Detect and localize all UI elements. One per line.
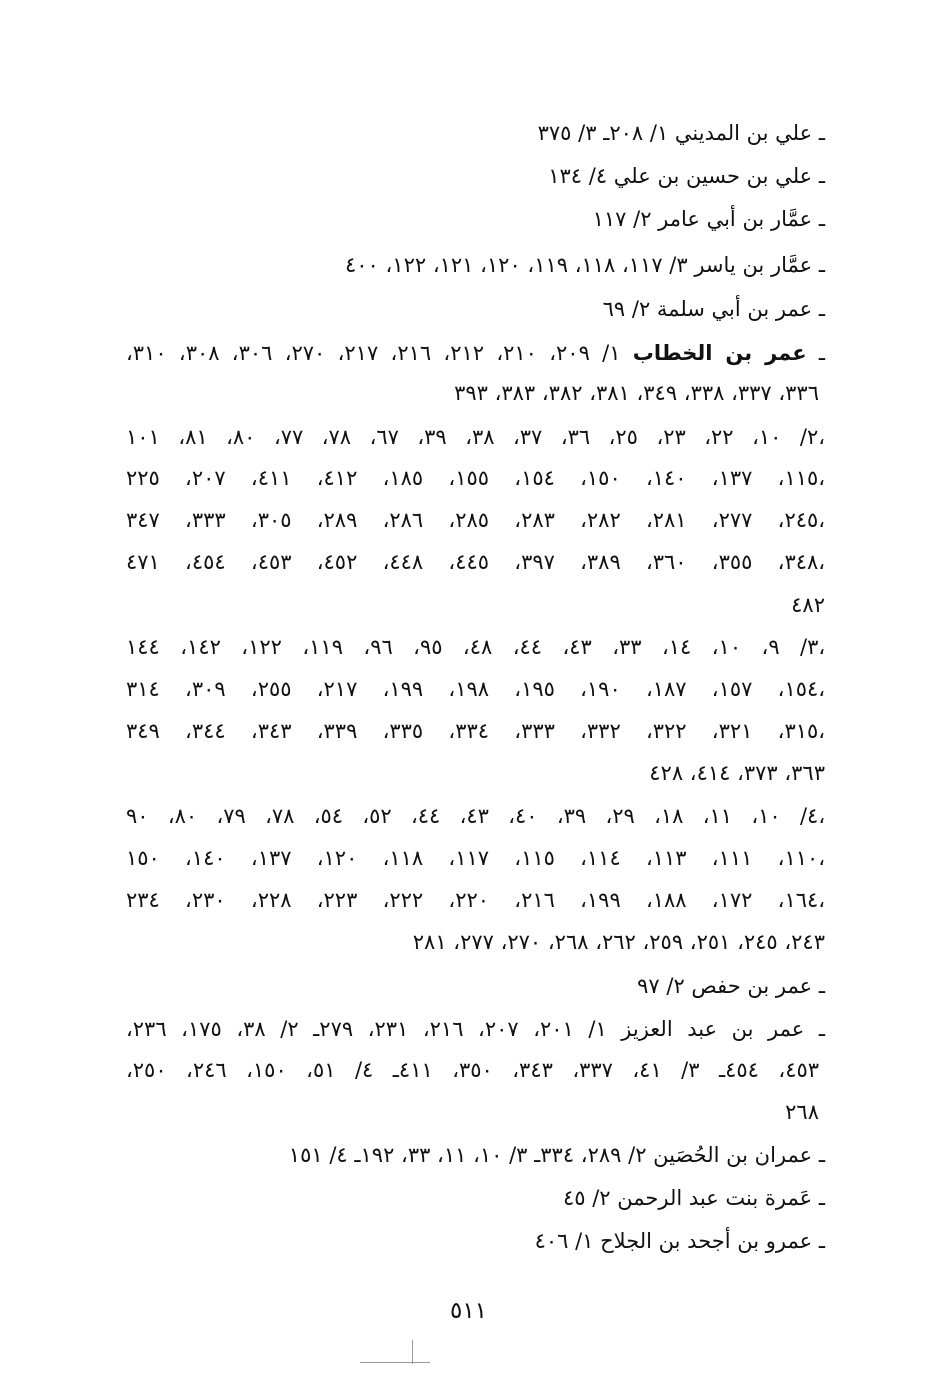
index-continuation: ٣٦٣، ٣٧٣، ٤١٤، ٤٢٨ xyxy=(649,761,825,785)
entry-refs: ١/ ٢٠٩، ٢١٠، ٢١٢، ٢١٦، ٢١٧، ٢٧٠، ٣٠٦، ٣٠٨، ٣١٠، xyxy=(126,341,621,365)
index-entry: ـ علي بن حسين بن علي ٤/ ١٣٤ xyxy=(548,164,825,188)
index-continuation: ٣/ ٩، ١٠، ١٤، ٣٣، ٤٣، ٤٤، ٤٨، ٩٥، ٩٦، ١١٩، ١٢٢، ١٤٢، ١٤٤، xyxy=(126,635,826,659)
index-entry: ـ عمَّار بن ياسر ٣/ ١١٧، ١١٨، ١١٩، ١٢٠، ١٢١، ١٢٢، ٤٠٠ xyxy=(345,253,825,277)
index-entry: ـ عمر بن حفص ٢/ ٩٧ xyxy=(637,974,825,998)
index-continuation: ٤٨٢ xyxy=(791,593,825,617)
entry-name-bold: عمر بن الخطاب xyxy=(632,341,807,365)
index-entry: ـ عمران بن الحُصَين ٢/ ٢٨٩، ٣٣٤ـ ٣/ ١٠، ١١، ٣٣، ١٩٢ـ ٤/ ١٥١ xyxy=(288,1143,825,1167)
index-continuation: ٢/ ١٠، ٢٢، ٢٣، ٢٥، ٣٦، ٣٧، ٣٨، ٣٩، ٦٧، ٧٨، ٧٧، ٨٠، ٨١، ١٠١، xyxy=(126,425,826,449)
index-continuation: ٣٤٨، ٣٥٥، ٣٦٠، ٣٨٩، ٣٩٧، ٤٤٥، ٤٤٨، ٤٥٢، ٤٥٣، ٤٥٤، ٤٧١، xyxy=(126,550,826,574)
index-entry: ـ عمرو بن أجحد بن الجلاح ١/ ٤٠٦ xyxy=(534,1229,825,1253)
index-continuation: ٢٤٥، ٢٧٧، ٢٨١، ٢٨٢، ٢٨٣، ٢٨٥، ٢٨٦، ٢٨٩، ٣٠٥، ٣٣٣، ٣٤٧، xyxy=(126,508,826,532)
index-entry: ـ عَمرة بنت عبد الرحمن ٢/ ٤٥ xyxy=(562,1186,825,1210)
index-entry: ـ عمر بن عبد العزيز ١/ ٢٠١، ٢٠٧، ٢١٦، ٢٣١، ٢٧٩ـ ٢/ ٣٨، ١٧٥، ٢٣٦، xyxy=(126,1017,825,1041)
index-entry: ـ عمَّار بن أبي عامر ٢/ ١١٧ xyxy=(592,207,825,231)
index-continuation: ٣٣٦، ٣٣٧، ٣٣٨، ٣٤٩، ٣٨١، ٣٨٢، ٣٨٣، ٣٩٣ xyxy=(454,381,819,405)
index-entry: ـ عمر بن أبي سلمة ٢/ ٦٩ xyxy=(602,297,825,321)
index-continuation: ١٥٤، ١٥٧، ١٨٧، ١٩٠، ١٩٥، ١٩٨، ١٩٩، ٢١٧، ٢٥٥، ٣٠٩، ٣١٤، xyxy=(126,677,826,701)
scan-mark xyxy=(360,1362,430,1363)
index-continuation: ٢٤٣، ٢٤٥، ٢٥١، ٢٥٩، ٢٦٢، ٢٦٨، ٢٧٠، ٢٧٧، ٢٨١ xyxy=(412,930,825,954)
index-entry: ـ علي بن المديني ١/ ٢٠٨ـ ٣/ ٣٧٥ xyxy=(537,121,825,145)
index-continuation: ١١٥، ١٣٧، ١٤٠، ١٥٠، ١٥٤، ١٥٥، ١٨٥، ٤١٢، ٤١١، ٢٠٧، ٢٢٥، xyxy=(126,466,826,490)
index-continuation: ٤٥٣، ٤٥٤ـ ٣/ ٤١، ٣٣٧، ٣٤٣، ٣٥٠، ٤١١ـ ٤/ ٥١، ١٥٠، ٢٤٦، ٢٥٠، xyxy=(126,1058,820,1082)
entry-dash: ـ xyxy=(818,341,825,365)
index-continuation: ٤/ ١٠، ١١، ١٨، ٢٩، ٣٩، ٤٠، ٤٣، ٤٤، ٥٢، ٥٤، ٧٨، ٧٩، ٨٠، ٩٠، xyxy=(126,804,826,828)
index-entry-head xyxy=(126,338,825,368)
scan-mark xyxy=(412,1340,413,1364)
index-continuation: ١٦٤، ١٧٢، ١٨٨، ١٩٩، ٢١٦، ٢٢٠، ٢٢٢، ٢٢٣، ٢٢٨، ٢٣٠، ٢٣٤، xyxy=(126,888,826,912)
page-number: ٥١١ xyxy=(449,1298,488,1324)
index-continuation: ٣١٥، ٣٢١، ٣٢٢، ٣٣٢، ٣٣٣، ٣٣٤، ٣٣٥، ٣٣٩، ٣٤٣، ٣٤٤، ٣٤٩، xyxy=(126,719,826,743)
index-continuation: ١١٠، ١١١، ١١٣، ١١٤، ١١٥، ١١٧، ١١٨، ١٢٠، ١٣٧، ١٤٠، ١٥٠، xyxy=(126,846,826,870)
index-continuation: ٢٦٨ xyxy=(785,1100,819,1124)
